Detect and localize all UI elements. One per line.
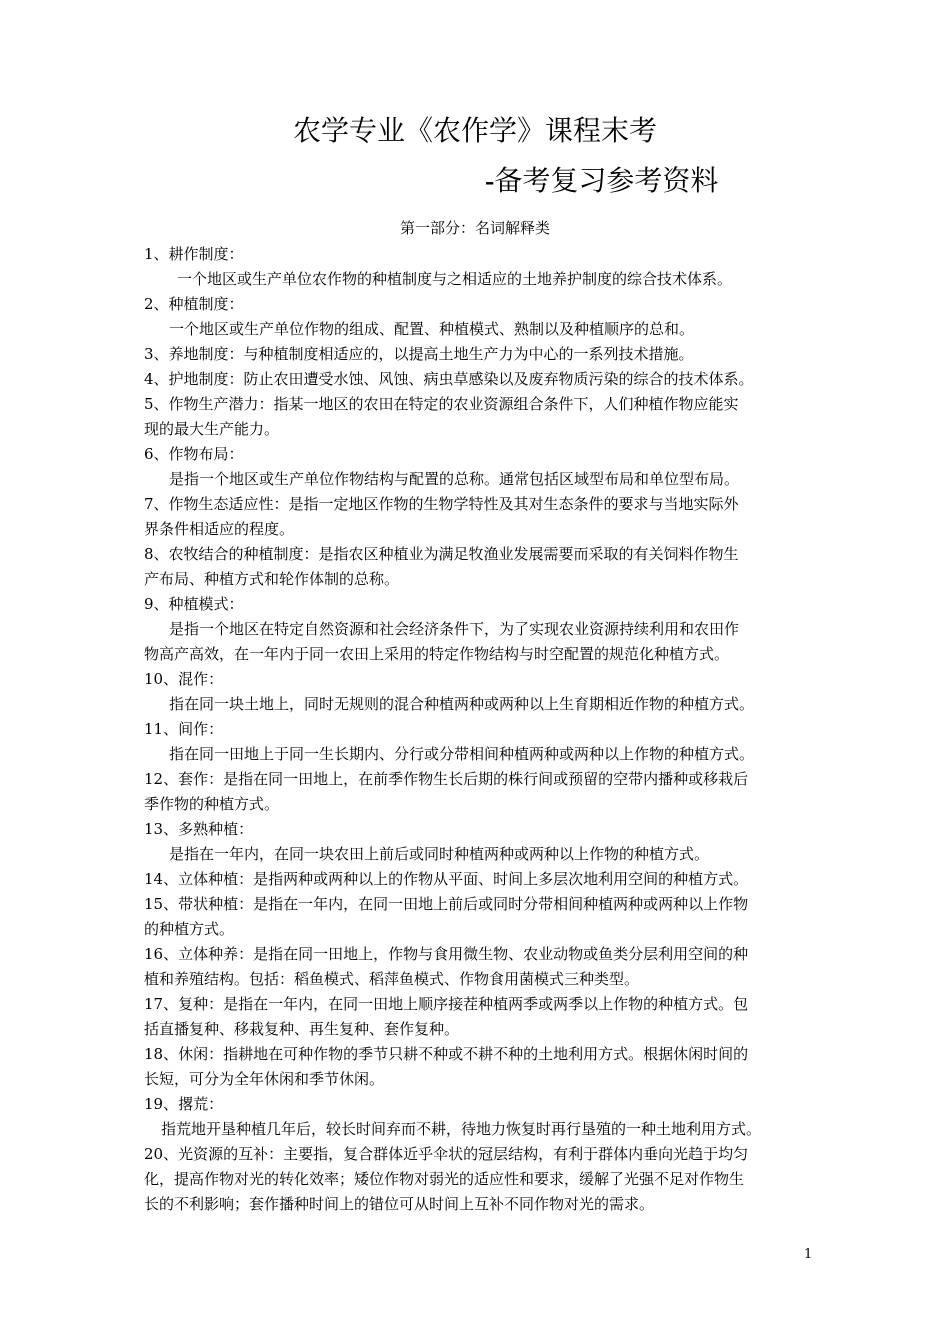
document-subtitle [485,163,718,200]
term-17-line-1: 17、复种：是指在一年内，在同一田地上顺序接茬种植两季或两季以上作物的种植方式。包 [144,995,749,1013]
term-16-line-2: 植和养殖结构。包括：稻鱼模式、稻萍鱼模式、作物食用菌模式三种类型。 [144,970,640,988]
term-19-definition: 指荒地开垦种植几年后，较长时间弃而不耕，待地力恢复时再行垦殖的一种土地利用方式。 [161,1120,762,1138]
term-20-line-1: 20、光资源的互补：主要指，复合群体近乎伞状的冠层结构，有利于群体内垂向光趋于均匀 [144,1145,749,1163]
term-4: 4、护地制度：防止农田遭受水蚀、风蚀、病虫草感染以及废弃物质污染的综合的技术体系。 [144,370,754,388]
term-11-heading: 11、间作： [144,720,224,738]
term-5-line-2: 现的最大生产能力。 [144,420,280,438]
term-20-line-3: 长的不利影响；套作播种时间上的错位可从时间上互补不同作物对光的需求。 [144,1195,655,1213]
term-11-definition: 指在同一田地上于同一生长期内、分行或分带相间种植两种或两种以上作物的种植方式。 [169,745,755,763]
section-heading: 第一部分：名词解释类 [399,219,550,237]
term-15-line-1: 15、带状种植：是指在一年内，在同一田地上前后或同时分带相间种植两种或两种以上作物 [144,895,749,913]
term-18-line-1: 18、休闲：指耕地在可种作物的季节只耕不种或不耕不种的土地利用方式。根据休闲时间的 [144,1045,749,1063]
term-16-line-1: 16、立体种养：是指在同一田地上，作物与食用微生物、农业动物或鱼类分层利用空间的种 [144,945,749,963]
term-6-definition: 是指一个地区或生产单位作物结构与配置的总称。通常包括区域型布局和单位型布局。 [169,470,740,488]
term-8-line-1: 8、农牧结合的种植制度：是指农区种植业为满足牧渔业发展需要而采取的有关饲料作物生 [144,545,739,563]
term-14: 14、立体种植：是指两种或两种以上的作物从平面、时间上多层次地利用空间的种植方式。 [144,870,749,888]
term-20-line-2: 化，提高作物对光的转化效率；矮位作物对弱光的适应性和要求，缓解了光强不足对作物生 [144,1170,745,1188]
term-5-line-1: 5、作物生产潜力：指某一地区的农田在特定的农业资源组合条件下，人们种植作物应能实 [144,395,739,413]
term-3: 3、养地制度：与种植制度相适应的，以提高土地生产力为中心的一系列技术措施。 [144,345,694,363]
document-title: 农学专业《农作学》课程末考 [292,114,657,147]
term-7-line-2: 界条件相适应的程度。 [144,520,295,538]
page-number: 1 [804,1247,813,1262]
document-body [144,242,808,1217]
term-12-line-1: 12、套作：是指在同一田地上，在前季作物生长后期的株行间或预留的空带内播种或移栽后 [144,770,749,788]
term-2-definition: 一个地区或生产单位作物的组成、配置、种植模式、熟制以及种植顺序的总和。 [169,320,695,338]
subtitle-dash: - [485,166,495,197]
term-8-line-2: 产布局、种植方式和轮作体制的总称。 [144,570,400,588]
term-1-definition: 一个地区或生产单位农作物的种植制度与之相适应的土地养护制度的综合技术体系。 [177,270,733,288]
term-13-definition: 是指在一年内，在同一块农田上前后或同时种植两种或两种以上作物的种植方式。 [169,845,710,863]
term-15-line-2: 的种植方式。 [144,920,235,938]
term-18-line-2: 长短，可分为全年休闲和季节休闲。 [144,1070,385,1088]
term-7-line-1: 7、作物生态适应性：是指一定地区作物的生物学特性及其对生态条件的要求与当地实际外 [144,495,739,513]
term-19-heading: 19、撂荒： [144,1095,224,1113]
subtitle-text: 备考复习参考资料 [494,164,719,197]
term-6-heading: 6、作物布局： [144,445,244,463]
term-12-line-2: 季作物的种植方式。 [144,795,280,813]
term-1-heading: 1、耕作制度： [144,245,244,263]
term-10-definition: 指在同一块土地上，同时无规则的混合种植两种或两种以上生育期相近作物的种植方式。 [169,695,755,713]
term-17-line-2: 括直播复种、移栽复种、再生复种、套作复种。 [144,1020,460,1038]
term-13-heading: 13、多熟种植： [144,820,254,838]
term-9-definition-line-2: 物高产高效，在一年内于同一农田上采用的特定作物结构与时空配置的规范化种植方式。 [144,645,730,663]
term-9-heading: 9、种植模式： [144,595,244,613]
term-9-definition-line-1: 是指一个地区在特定自然资源和社会经济条件下，为了实现农业资源持续利用和农田作 [169,620,740,638]
term-2-heading: 2、种植制度： [144,295,244,313]
term-10-heading: 10、混作： [144,670,224,688]
